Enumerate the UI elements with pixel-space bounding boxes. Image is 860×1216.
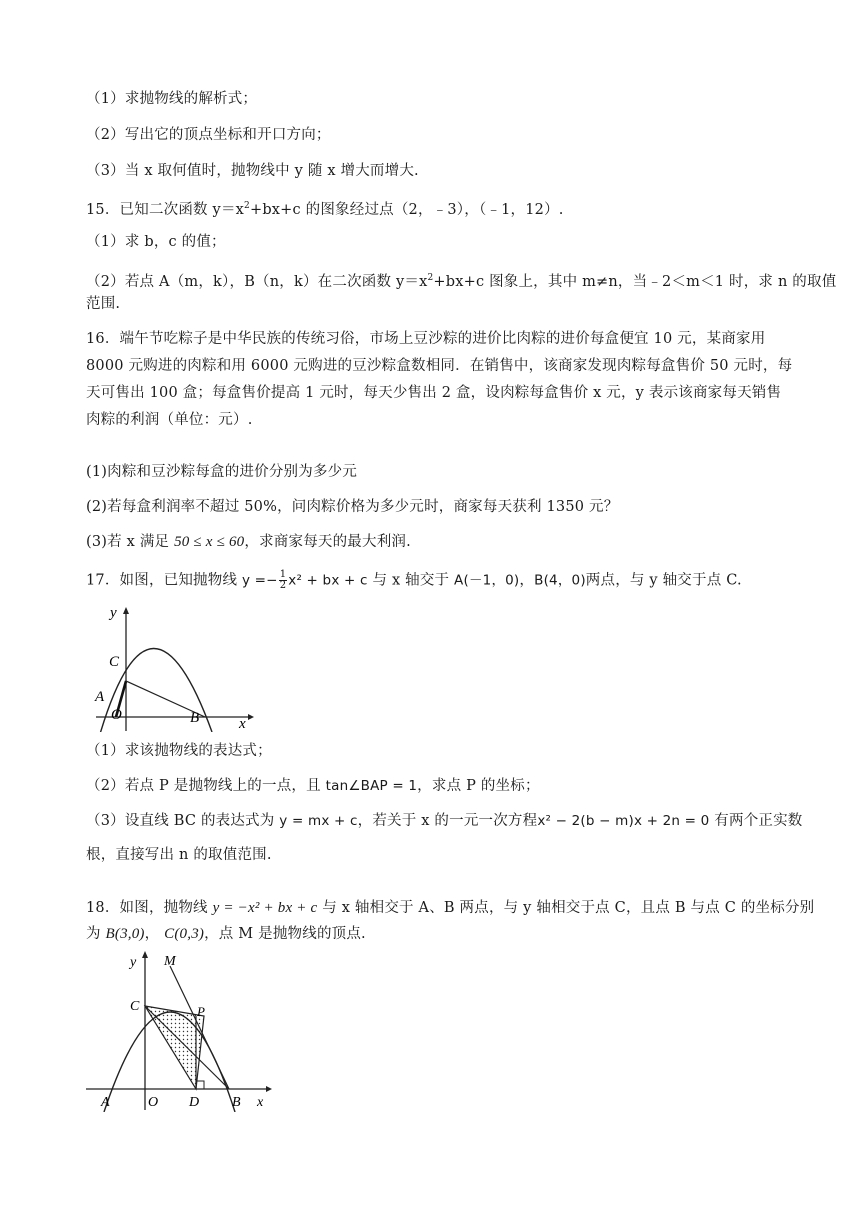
- q18-label-c: C: [130, 999, 140, 1014]
- q18-label-p: P: [197, 1004, 205, 1019]
- q18-label-b: B: [232, 1095, 241, 1110]
- q18-point-c: C(0,3): [164, 926, 205, 942]
- q16-part3-text-b: ，求商家每天的最大利润.: [244, 534, 411, 550]
- q17-separator: ，: [519, 572, 535, 589]
- q17-label-b: B: [190, 710, 200, 726]
- q15-part2-exponent: 2: [427, 273, 434, 283]
- q17-x-axis-arrow: [248, 714, 254, 720]
- q17-label-c: C: [109, 654, 120, 670]
- q15-stem-text-a: 15．已知二次函数 y＝x: [86, 202, 245, 218]
- q17-label-y: y: [110, 605, 117, 621]
- q18-separator: ，: [144, 926, 160, 942]
- q17-stem-fraction: [279, 570, 288, 591]
- q17-stem-text-c: 两点，与 y 轴交于点 C.: [585, 572, 742, 589]
- q17-part3: [86, 811, 803, 831]
- q18-x-axis-arrow: [266, 1086, 272, 1092]
- q16-part2: (2)若每盒利润率不超过 50%，问肉粽价格为多少元时，商家每天获利 1350 元？: [86, 499, 619, 515]
- q15-part2: [86, 268, 836, 292]
- q18-point-b: B(3,0): [105, 926, 145, 942]
- q17-y-axis-arrow: [123, 607, 129, 614]
- q16-part3-text-a: (3)若 x 满足: [86, 534, 170, 550]
- q16-part1: (1)肉粽和豆沙粽每盒的进价分别为多少元: [86, 464, 358, 480]
- q16-stem-line2: 8000 元购进的肉粽和用 6000 元购进的豆沙粽盒数相同．在销售中，该商家发现肉粽每盒售价 50 元时，每: [86, 358, 793, 374]
- q17-point-a: A(－1，0): [454, 572, 520, 589]
- q17-part3-cont: 根，直接写出 n 的取值范围.: [86, 847, 272, 863]
- q18-stem-text-b: 与 x 轴相交于 A、B 两点，与 y 轴相交于点 C，且点 B 与点 C 的坐标分别: [322, 900, 815, 916]
- q18-label-d: D: [189, 1095, 200, 1110]
- q15-stem: [86, 196, 564, 220]
- q15-stem-exponent: 2: [244, 201, 250, 211]
- q16-stem-line3: 天可售出 100 盒；每盒售价提高 1 元时，每天少售出 2 盒，设肉粽每盒售价 x 元，y 表示该商家每天销售: [86, 385, 782, 401]
- q18-label-o: O: [148, 1095, 159, 1110]
- q17-label-o: O: [111, 707, 122, 723]
- q17-part2: [86, 776, 540, 796]
- q15-part2-cont: 范围.: [86, 296, 121, 312]
- q18-label-a: A: [101, 1095, 110, 1110]
- q17-fraction-numerator: 1: [279, 569, 287, 580]
- q14-part2: （2）写出它的顶点坐标和开口方向；: [86, 127, 331, 143]
- q17-part2-text-a: （2）若点 P 是抛物线上的一点，且: [86, 778, 321, 794]
- q18-stem-text-c: 为: [86, 926, 101, 942]
- q17-point-b: B(4，0): [534, 572, 586, 589]
- q17-fraction-denominator: 2: [279, 580, 287, 591]
- q15-stem-text-b: +bx+c 的图象经过点（2，﹣3），（﹣1，12）.: [249, 202, 564, 218]
- q17-part3-text-b: ，若关于 x 的一元一次方程: [357, 813, 538, 829]
- q17-part2-text-b: ，求点 P 的坐标；: [417, 778, 540, 794]
- q18-figure: [86, 950, 276, 1112]
- q15-part1: （1）求 b，c 的值；: [86, 234, 226, 250]
- q17-part3-text-c: 有两个正实数: [714, 813, 803, 829]
- q16-part3: [86, 532, 411, 552]
- q15-part2-text-b: +bx+c 图象上，其中 m≠n，当﹣2＜m＜1 时，求 n 的取值: [433, 274, 837, 290]
- q17-figure: [86, 600, 256, 732]
- q17-stem-math-a: y =−: [241, 572, 278, 589]
- q16-part3-inequality: 50 ≤ x ≤ 60: [174, 534, 245, 550]
- q17-stem-text-a: 17．如图，已知抛物线: [86, 572, 238, 589]
- q15-part2-text-a: （2）若点 A（m，k），B（n，k）在二次函数 y＝x: [86, 274, 428, 290]
- q18-y-axis-arrow: [142, 951, 148, 958]
- q17-part1: （1）求该抛物线的表达式；: [86, 743, 272, 759]
- q17-stem: [86, 570, 742, 591]
- q17-part3-text-a: （3）设直线 BC 的表达式为: [86, 813, 275, 829]
- q17-label-x: x: [239, 716, 246, 732]
- q16-stem-line4: 肉粽的利润（单位：元）.: [86, 412, 253, 428]
- q17-part3-math-a: y = mx + c: [279, 813, 358, 829]
- q17-stem-math-b: x² + bx + c: [288, 572, 368, 589]
- q18-label-m: M: [164, 954, 176, 969]
- q17-stem-text-b: 与 x 轴交于: [372, 572, 450, 589]
- q18-stem-text-a: 18．如图，抛物线: [86, 900, 208, 916]
- q18-stem-math: y = −x² + bx + c: [212, 900, 318, 916]
- q18-stem-line1: [86, 898, 814, 918]
- q18-stem-line2: [86, 924, 366, 944]
- q17-label-a: A: [95, 689, 105, 705]
- q18-label-y: y: [130, 955, 137, 970]
- q18-label-x: x: [257, 1095, 264, 1110]
- q17-part3-math-b: x² − 2(b − m)x + 2n = 0: [537, 813, 710, 829]
- q18-stem-text-d: ，点 M 是抛物线的顶点.: [204, 926, 366, 942]
- q17-part2-math: tan∠BAP = 1: [325, 778, 418, 794]
- q16-stem-line1: 16．端午节吃粽子是中华民族的传统习俗，市场上豆沙粽的进价比肉粽的进价每盒便宜 10 元，某商家用: [86, 331, 766, 347]
- q14-part1: （1）求抛物线的解析式；: [86, 91, 258, 107]
- q14-part3: （3）当 x 取何值时，抛物线中 y 随 x 增大而增大.: [86, 163, 419, 179]
